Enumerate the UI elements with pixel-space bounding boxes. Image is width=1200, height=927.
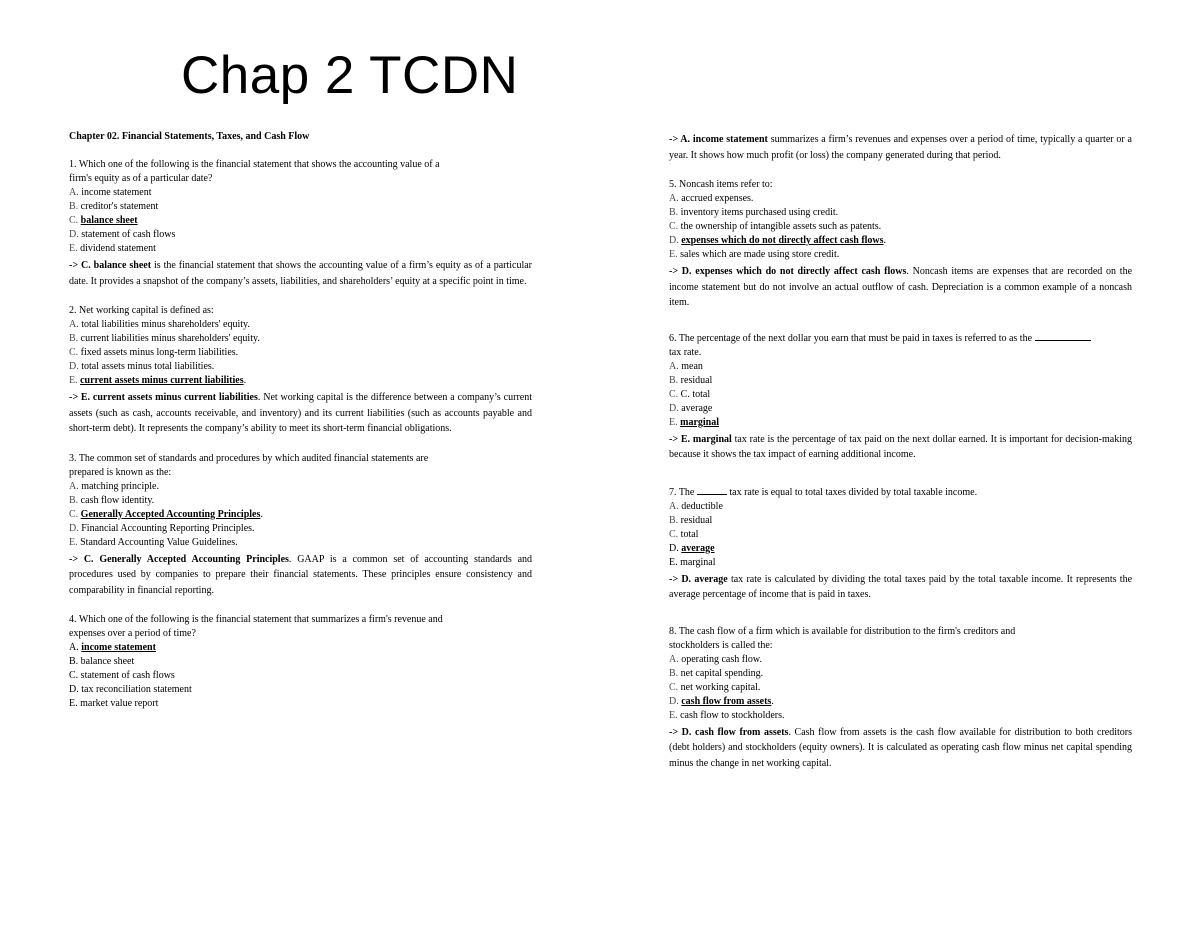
- option-b: B. current liabilities minus shareholders' equity.: [69, 333, 260, 344]
- option-a: A. deductible: [669, 500, 723, 512]
- question-4-answer: [669, 132, 1132, 163]
- option-a: A. income statement: [69, 187, 152, 198]
- option-b: B. cash flow identity.: [69, 494, 155, 506]
- option-d-correct: D. cash flow from assets.: [669, 695, 774, 707]
- page-title: Chap 2 TCDN: [181, 46, 519, 105]
- question-text: 8. The cash flow of a firm which is available for distribution to the firm's creditors and: [669, 625, 1016, 637]
- question-1: [69, 158, 532, 289]
- option-c: C. fixed assets minus long-term liabilities.: [69, 347, 239, 358]
- question-2: [69, 304, 532, 437]
- question-text: 5. Noncash items refer to:: [669, 179, 773, 190]
- option-e-correct: E. current assets minus current liabilities.: [69, 375, 247, 386]
- question-text: firm's equity as of a particular date?: [69, 173, 213, 184]
- question-text: 3. The common set of standards and procedures by which audited financial statements are: [69, 452, 429, 464]
- option-b: B. residual: [669, 514, 713, 526]
- answer-explanation: -> D. average tax rate is calculated by dividing the total taxes paid by the total taxable income. It represents the average percentage of income that is paid in taxes.: [669, 573, 1133, 600]
- option-a: A. accrued expenses.: [669, 193, 754, 204]
- question-4: [69, 613, 532, 711]
- option-e: E. marginal: [669, 556, 716, 568]
- option-a-correct: A. income statement: [69, 642, 156, 653]
- answer-explanation: -> E. current assets minus current liabilities. Net working capital is the difference between a company’s current assets (such as cash, accounts receivable, and inventory) and its current liabilities (such as accounts payable and short-term debt). It represents the company’s ability to meet its short-term financial obligations.: [69, 392, 533, 434]
- option-c: C. total: [669, 528, 699, 540]
- answer-blank: [1035, 331, 1091, 341]
- question-7: [669, 485, 1132, 603]
- left-column: [69, 130, 532, 726]
- question-5: [669, 178, 1132, 311]
- question-8: [669, 625, 1132, 772]
- option-e: E. market value report: [69, 698, 159, 709]
- answer-explanation: -> D. expenses which do not directly affect cash flows. Noncash items are expenses that are recorded on the income statement but do not involve an actual outflow of cash. Depreciation is a common example of a noncash item.: [669, 266, 1133, 308]
- option-e: E. dividend statement: [69, 243, 156, 254]
- question-text: tax rate.: [669, 346, 702, 358]
- option-d-correct: D. expenses which do not directly affect cash flows.: [669, 235, 887, 246]
- option-d: D. average: [669, 402, 713, 414]
- option-c: C. the ownership of intangible assets such as patents.: [669, 221, 882, 232]
- question-text: 4. Which one of the following is the financial statement that summarizes a firm's revenue and: [69, 614, 443, 625]
- option-b: B. net capital spending.: [669, 667, 764, 679]
- option-c-correct: C. Generally Accepted Accounting Principles.: [69, 508, 263, 520]
- option-d-correct: D. average: [669, 542, 715, 554]
- option-a: A. matching principle.: [69, 480, 159, 492]
- answer-explanation: -> C. balance sheet is the financial statement that shows the accounting value of a firm’s equity as of a particular date. It provides a snapshot of the company’s assets, liabilities, and shareholders’ equity at a specific point in time.: [69, 260, 533, 287]
- option-d: D. Financial Accounting Reporting Principles.: [69, 522, 255, 534]
- question-text: 2. Net working capital is defined as:: [69, 305, 214, 316]
- answer-explanation: -> A. income statement summarizes a firm’s revenues and expenses over a period of time, typically a quarter or a year. It shows how much profit (or loss) the company generated during that period.: [669, 134, 1133, 161]
- option-d: D. tax reconciliation statement: [69, 684, 192, 695]
- question-text: expenses over a period of time?: [69, 628, 196, 639]
- answer-blank: [697, 485, 727, 495]
- question-text: 6. The percentage of the next dollar you earn that must be paid in taxes is referred to as the: [669, 331, 1132, 346]
- option-b: B. creditor's statement: [69, 201, 159, 212]
- option-b: B. inventory items purchased using credit.: [669, 207, 839, 218]
- option-c-correct: C. balance sheet: [69, 215, 138, 226]
- question-6: [669, 331, 1132, 463]
- question-3: [69, 452, 532, 599]
- option-e: E. cash flow to stockholders.: [669, 709, 785, 721]
- option-b: B. balance sheet: [69, 656, 135, 667]
- option-a: A. operating cash flow.: [669, 653, 762, 665]
- option-a: A. total liabilities minus shareholders' equity.: [69, 319, 250, 330]
- right-column: [669, 130, 1132, 786]
- option-c: C. net working capital.: [669, 681, 761, 693]
- option-d: D. total assets minus total liabilities.: [69, 361, 215, 372]
- question-text: 1. Which one of the following is the financial statement that shows the accounting value of a: [69, 159, 440, 170]
- question-text: 7. The tax rate is equal to total taxes divided by total taxable income.: [669, 486, 978, 498]
- option-e-correct: E. marginal: [669, 416, 719, 428]
- option-e: E. Standard Accounting Value Guidelines.: [69, 536, 238, 548]
- option-a: A. mean: [669, 360, 703, 372]
- answer-explanation: -> D. cash flow from assets. Cash flow from assets is the cash flow available for distribution to both creditors (debt holders) and stockholders (equity owners). It is calculated as operating cash flow minus net capital spending minus the change in net working capital.: [669, 726, 1133, 769]
- answer-explanation: -> C. Generally Accepted Accounting Principles. GAAP is a common set of accounting standards and procedures used by companies to prepare their financial statements. These principles ensure consistency and comparability in financial reporting.: [69, 553, 533, 596]
- option-d: D. statement of cash flows: [69, 229, 176, 240]
- question-text: prepared is known as the:: [69, 466, 172, 478]
- question-text: stockholders is called the:: [669, 639, 773, 651]
- chapter-heading: Chapter 02. Financial Statements, Taxes, and Cash Flow: [69, 131, 310, 142]
- answer-explanation: -> E. marginal tax rate is the percentage of tax paid on the next dollar earned. It is important for decision-making because it shows the tax impact of earning additional income.: [669, 433, 1132, 460]
- option-c: C. C. total: [669, 388, 711, 400]
- option-b: B. residual: [669, 374, 713, 386]
- option-e: E. sales which are made using store credit.: [669, 249, 840, 260]
- option-c: C. statement of cash flows: [69, 670, 175, 681]
